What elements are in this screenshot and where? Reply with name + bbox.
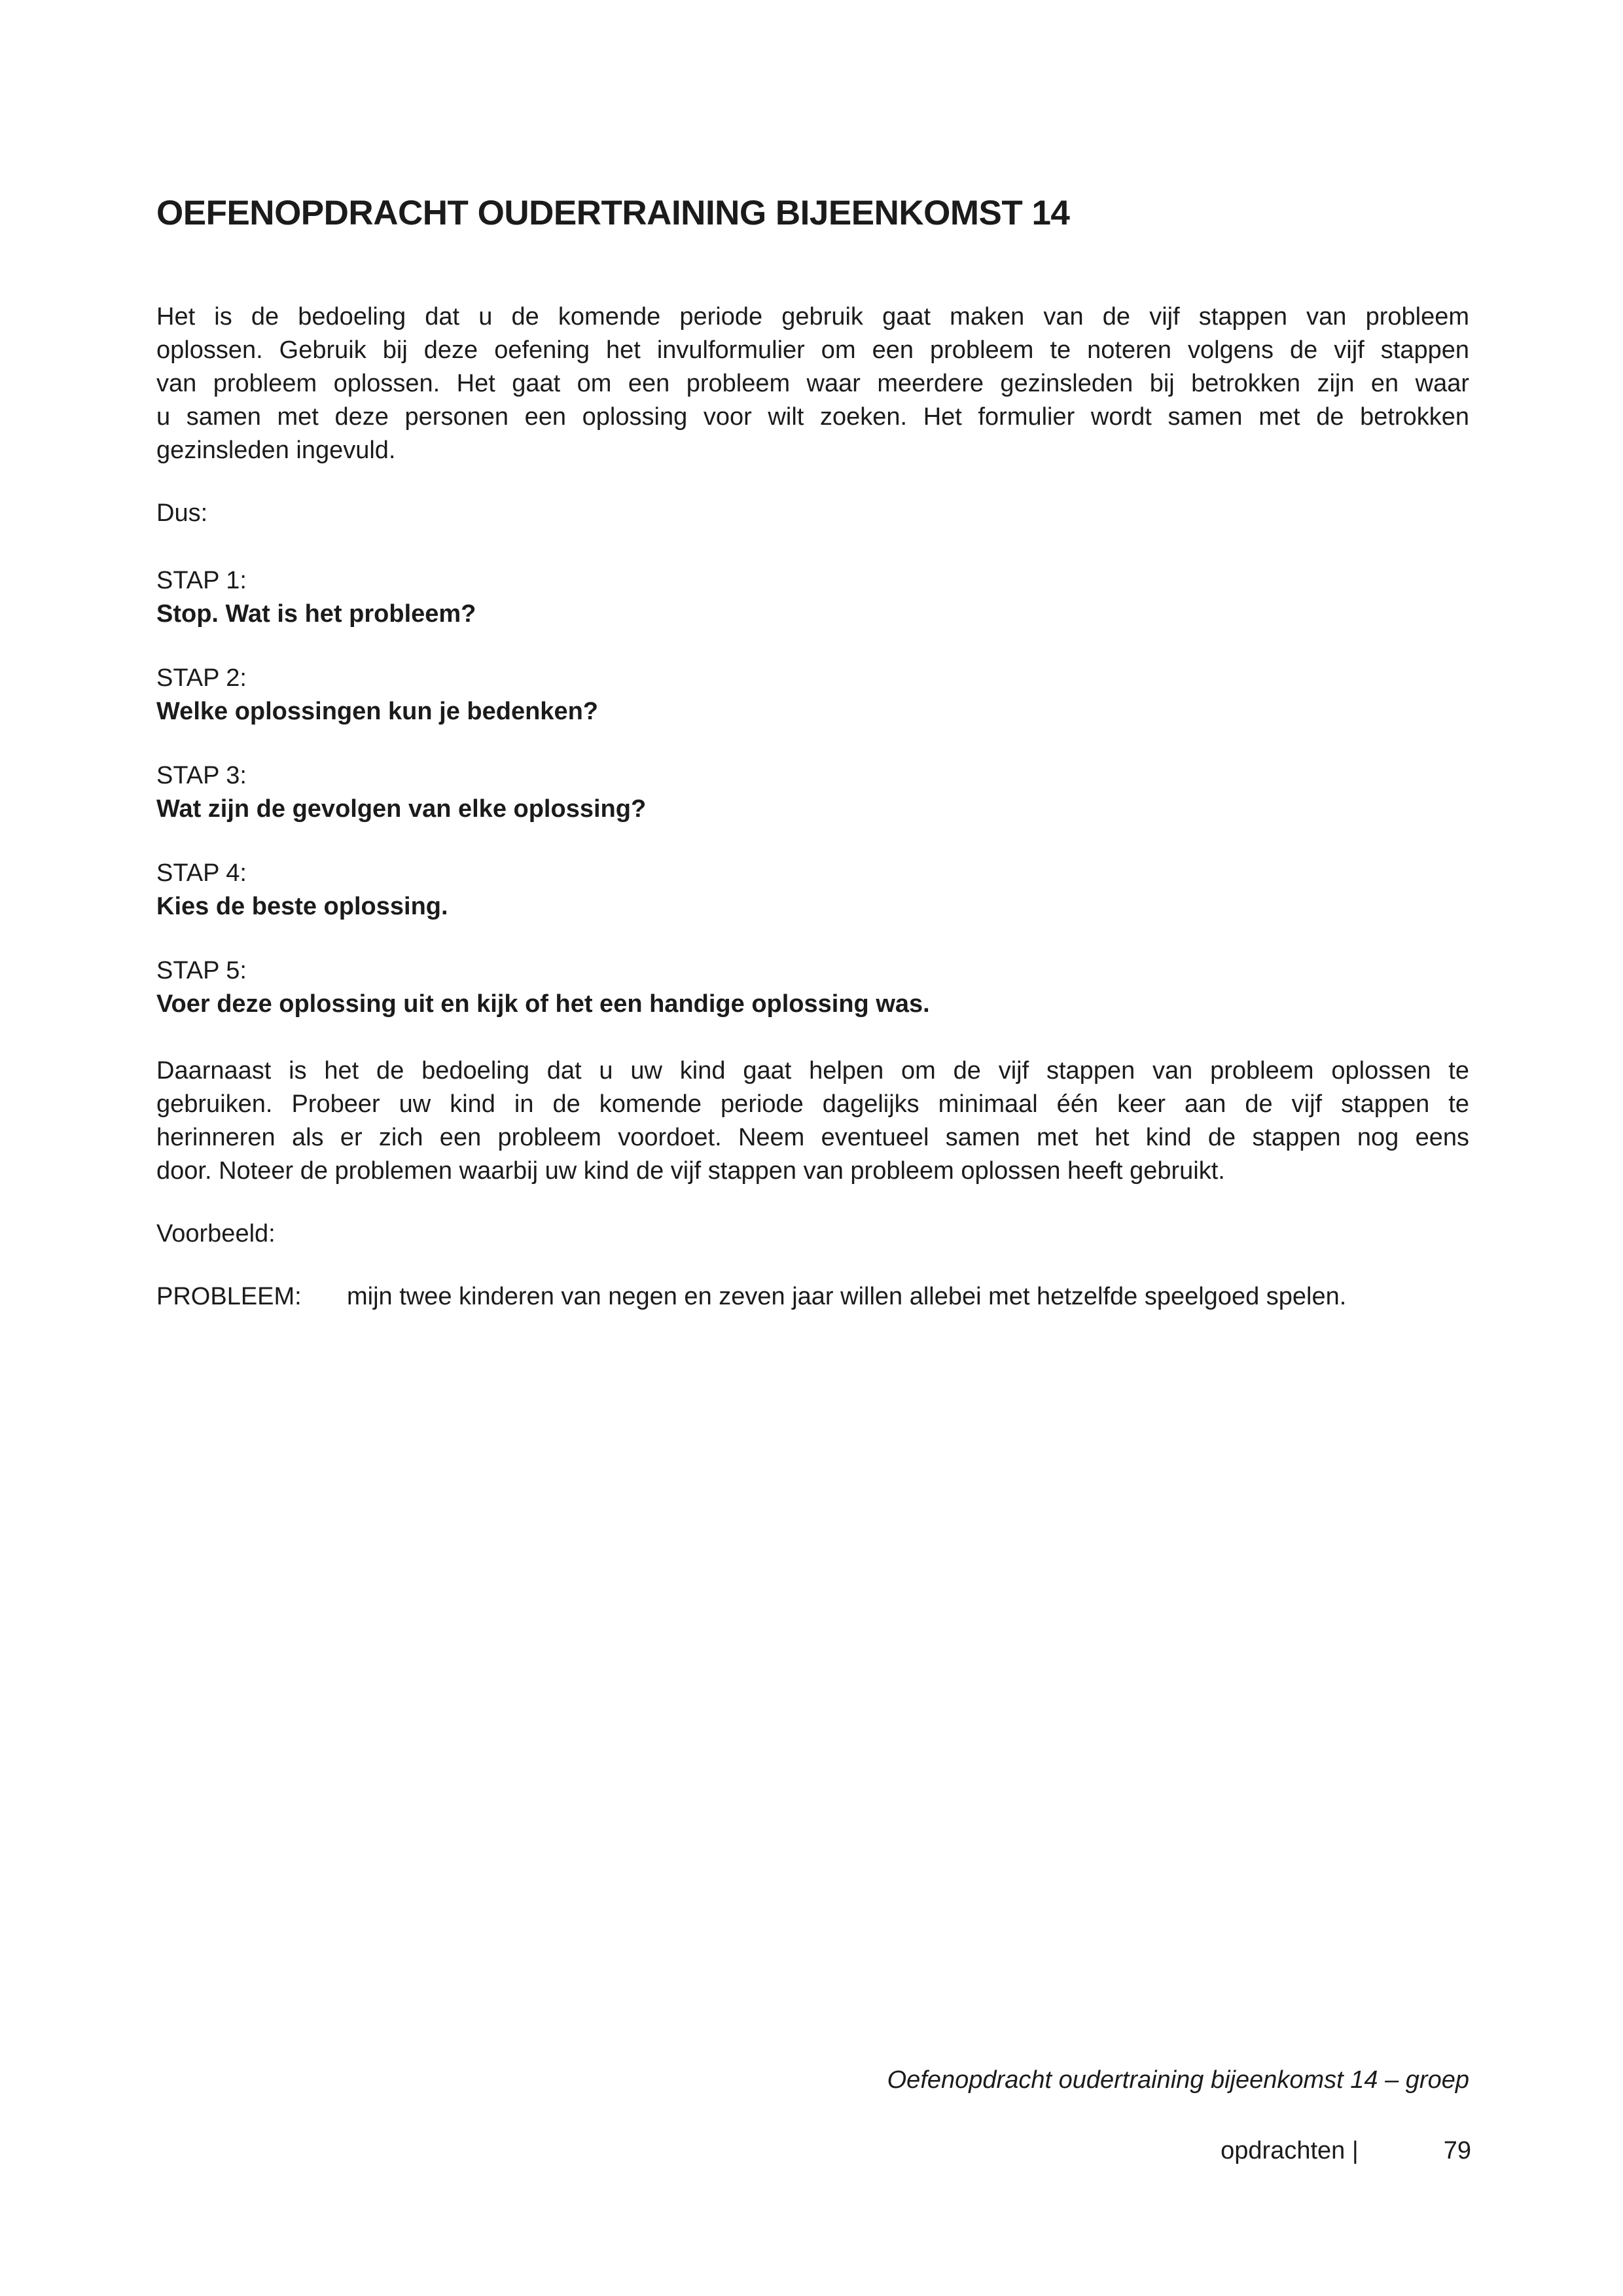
step-3: [156, 759, 646, 826]
step-3-text: Wat zijn de gevolgen van elke oplossing?: [156, 795, 647, 823]
outro-line: herinneren als er zich een probleem voordoet. Neem eventueel samen met het kind de stappen nog eens: [156, 1124, 1469, 1151]
probleem-text: mijn twee kinderen van negen en zeven jaar willen allebei met hetzelfde speelgoed spelen.: [347, 1283, 1347, 1310]
footer-running-title: Oefenopdracht oudertraining bijeenkomst 14 – groep: [887, 2066, 1469, 2094]
step-4-text: Kies de beste oplossing.: [156, 893, 448, 920]
dus-label: Dus:: [156, 499, 208, 527]
step-5-text: Voer deze oplossing uit en kijk of het een handige oplossing was.: [156, 990, 930, 1018]
step-2-text: Welke oplossingen kun je bedenken?: [156, 698, 599, 725]
intro-paragraph: [156, 300, 1469, 467]
footer-page-line: [1221, 2134, 1471, 2168]
step-4-label: STAP 4:: [156, 859, 247, 887]
step-4: [156, 857, 448, 924]
footer-page-number: 79: [1443, 2137, 1471, 2164]
intro-line: gezinsleden ingevuld.: [156, 437, 396, 464]
probleem-label: PROBLEEM:: [156, 1283, 302, 1310]
intro-line: Het is de bedoeling dat u de komende periode gebruik gaat maken van de vijf stappen van probleem: [156, 303, 1469, 331]
step-2-label: STAP 2:: [156, 664, 247, 692]
outro-line: gebruiken. Probeer uw kind in de komende periode dagelijks minimaal één keer aan de vijf stappen te: [156, 1090, 1469, 1118]
step-3-label: STAP 3:: [156, 762, 247, 789]
intro-line: van probleem oplossen. Het gaat om een probleem waar meerdere gezinsleden bij betrokken zijn en waar: [156, 370, 1469, 397]
outro-paragraph: [156, 1054, 1469, 1188]
outro-line: door. Noteer de problemen waarbij uw kind de vijf stappen van probleem oplossen heeft gebruikt.: [156, 1157, 1225, 1185]
intro-line: u samen met deze personen een oplossing voor wilt zoeken. Het formulier wordt samen met de betrokken: [156, 403, 1469, 431]
footer-section-label: opdrachten |: [1221, 2137, 1359, 2164]
outro-line: Daarnaast is het de bedoeling dat u uw kind gaat helpen om de vijf stappen van probleem oplossen te: [156, 1057, 1469, 1085]
step-5-label: STAP 5:: [156, 957, 247, 984]
page-title: OEFENOPDRACHT OUDERTRAINING BIJEENKOMST 14: [156, 194, 1070, 232]
intro-line: oplossen. Gebruik bij deze oefening het invulformulier om een probleem te noteren volgens de vijf stappen: [156, 336, 1469, 364]
step-1: [156, 564, 476, 631]
step-5: [156, 954, 930, 1021]
voorbeeld-label: Voorbeeld:: [156, 1220, 276, 1247]
step-1-label: STAP 1:: [156, 567, 247, 594]
step-2: [156, 662, 598, 728]
step-1-text: Stop. Wat is het probleem?: [156, 600, 476, 628]
probleem-row: [156, 1280, 1469, 1314]
